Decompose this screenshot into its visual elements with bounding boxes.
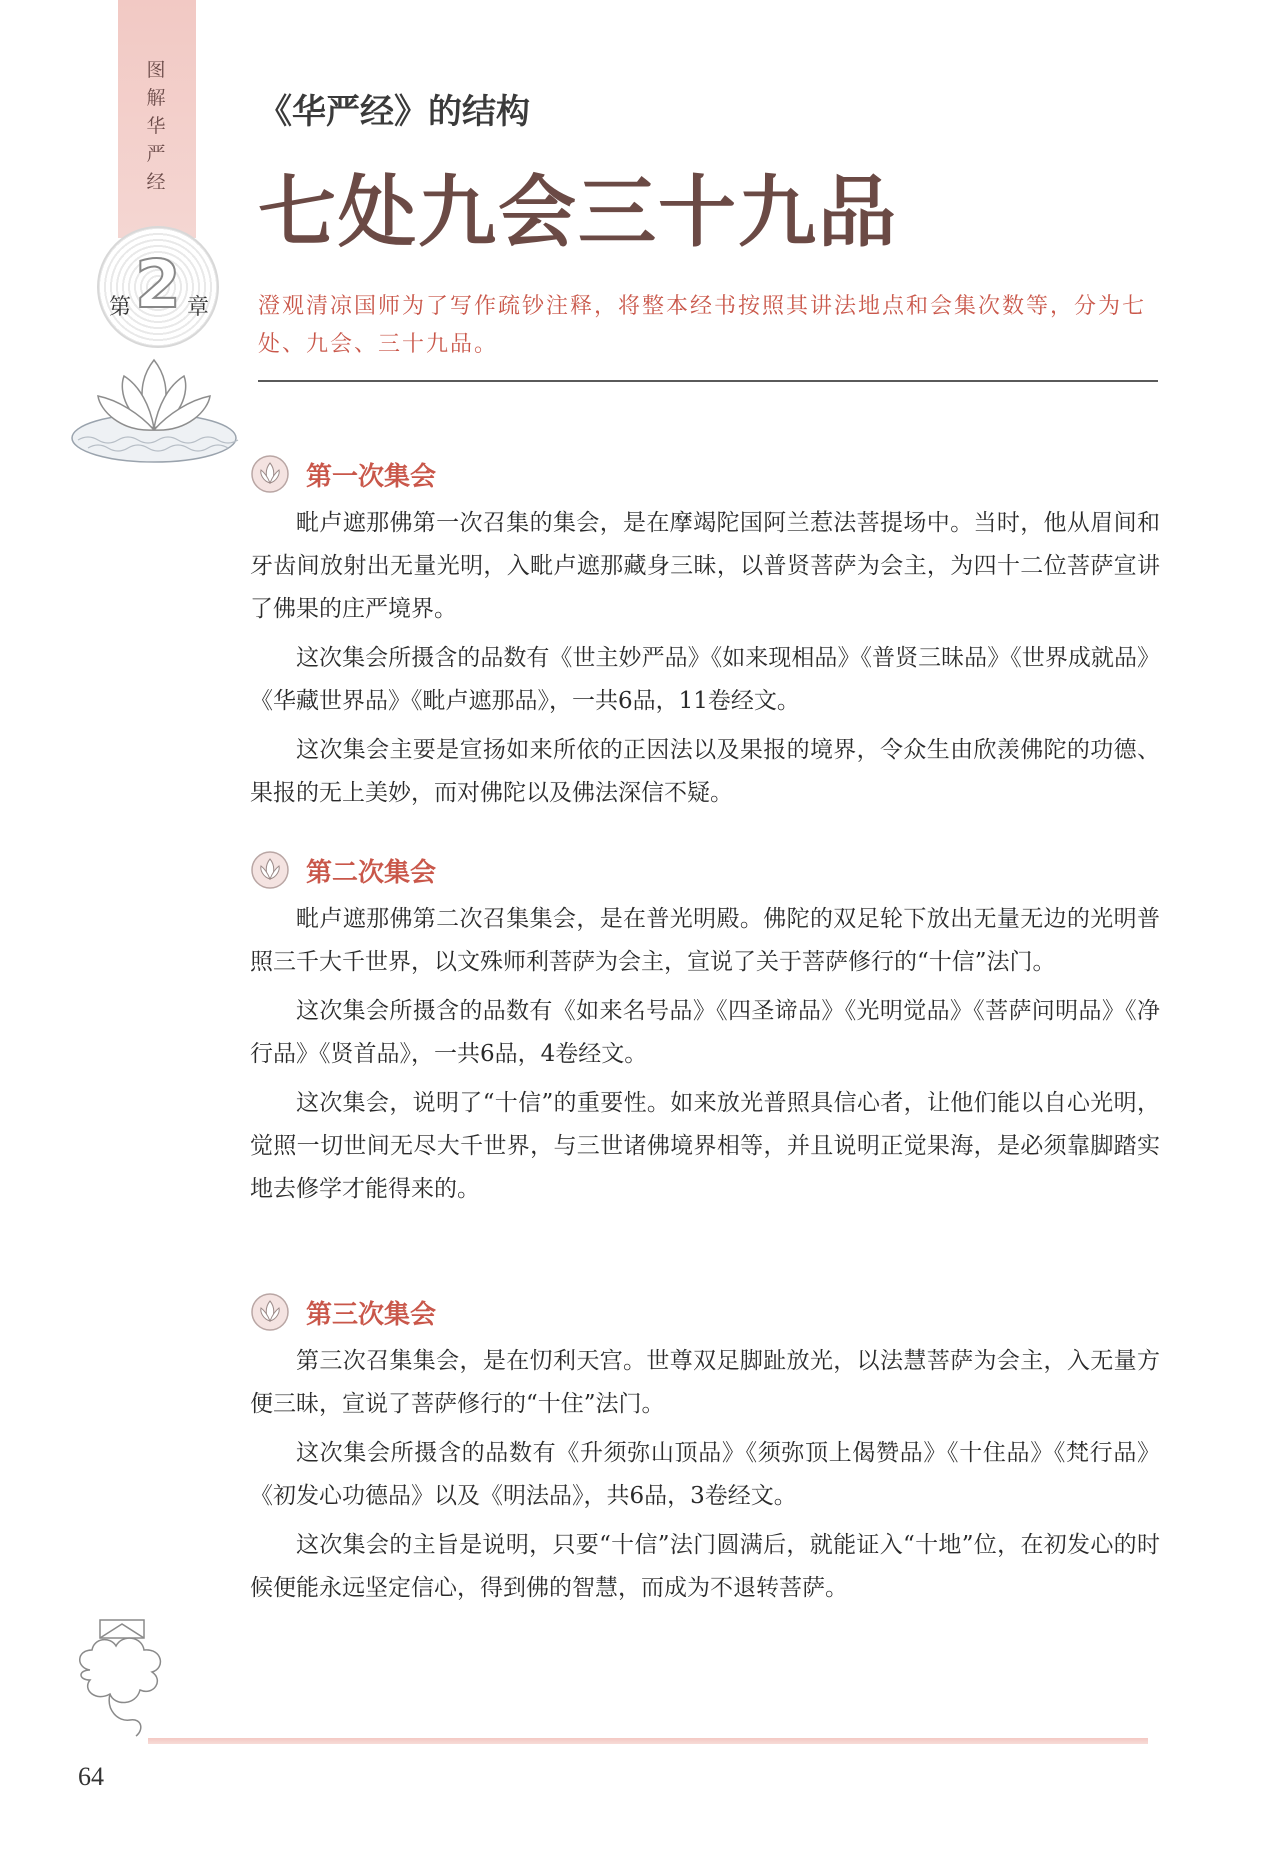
book-title-vertical bbox=[118, 56, 196, 196]
paragraph: 这次集会所摄含的品数有《升须弥山顶品》《须弥顶上偈赞品》《十住品》《梵行品》《初发心功德品》以及《明法品》，共6品，3卷经文。 bbox=[250, 1440, 1160, 1509]
chapter-prefix: 第 bbox=[109, 295, 132, 320]
paragraph: 毗卢遮那佛第一次召集的集会，是在摩竭陀国阿兰惹法菩提场中。当时，他从眉间和牙齿间放射出无量光明，入毗卢遮那藏身三昧，以普贤菩萨为会主，为四十二位菩萨宣讲了佛果的庄严境界。 bbox=[250, 510, 1160, 622]
section-header bbox=[250, 848, 1160, 892]
paragraph: 这次集会所摄含的品数有《世主妙严品》《如来现相品》《普贤三昧品》《世界成就品》《华藏世界品》《毗卢遮那品》，一共6品，11卷经文。 bbox=[250, 645, 1160, 714]
book-title-char: 严 bbox=[146, 143, 168, 165]
lotus-medallion-icon bbox=[250, 454, 290, 494]
book-title-char: 华 bbox=[146, 115, 168, 137]
lotus-medallion-icon bbox=[250, 850, 290, 890]
page-number: 64 bbox=[78, 1762, 104, 1791]
section-title: 第二次集会 bbox=[306, 858, 437, 888]
paragraph: 这次集会，说明了“十信”的重要性。如来放光普照具信心者，让他们能以自心光明，觉照一切世间无尽大千世界，与三世诸佛境界相等，并且说明正觉果海，是必须靠脚踏实地去修学才能得来的。 bbox=[250, 1090, 1160, 1202]
paragraph: 这次集会的主旨是说明，只要“十信”法门圆满后，就能证入“十地”位，在初发心的时候便能永远坚定信心，得到佛的智慧，而成为不退转菩萨。 bbox=[250, 1532, 1160, 1601]
section-1 bbox=[250, 452, 1160, 815]
section-header bbox=[250, 452, 1160, 496]
lotus-medallion-icon bbox=[250, 1292, 290, 1332]
book-title-char: 解 bbox=[146, 87, 168, 109]
page-title: 七处九会三十九品 bbox=[258, 167, 899, 258]
chapter-badge bbox=[97, 226, 219, 348]
page-kicker: 《华严经》的结构 bbox=[258, 92, 530, 132]
section-header bbox=[250, 1290, 1160, 1334]
paragraph: 这次集会所摄含的品数有《如来名号品》《四圣谛品》《光明觉品》《菩萨问明品》《净行品》《贤首品》，一共6品，4卷经文。 bbox=[250, 998, 1160, 1067]
book-title-char: 图 bbox=[146, 59, 168, 81]
divider bbox=[258, 380, 1158, 382]
book-title-char: 经 bbox=[146, 171, 168, 193]
chapter-number: 2 bbox=[135, 246, 181, 323]
intro-text: 澄观清凉国师为了写作疏钞注释，将整本经书按照其讲法地点和会集次数等，分为七处、九会、三十九品。 bbox=[258, 294, 1147, 357]
section-title: 第三次集会 bbox=[306, 1300, 437, 1330]
section-title: 第一次集会 bbox=[306, 462, 437, 492]
paragraph: 毗卢遮那佛第二次召集集会，是在普光明殿。佛陀的双足轮下放出无量无边的光明普照三千大千世界，以文殊师利菩萨为会主，宣说了关于菩萨修行的“十信”法门。 bbox=[250, 906, 1160, 975]
section-2 bbox=[250, 848, 1160, 1211]
lotus-icon bbox=[68, 350, 240, 468]
cloud-ornament-icon bbox=[70, 1610, 174, 1740]
paragraph: 第三次召集集会，是在忉利天宫。世尊双足脚趾放光，以法慧菩萨为会主，入无量方便三昧，宣说了菩萨修行的“十住”法门。 bbox=[250, 1348, 1160, 1417]
footer-rule bbox=[148, 1738, 1148, 1744]
paragraph: 这次集会主要是宣扬如来所依的正因法以及果报的境界，令众生由欣羡佛陀的功德、果报的无上美妙，而对佛陀以及佛法深信不疑。 bbox=[250, 737, 1160, 806]
chapter-suffix: 章 bbox=[186, 295, 209, 320]
section-3 bbox=[250, 1290, 1160, 1610]
